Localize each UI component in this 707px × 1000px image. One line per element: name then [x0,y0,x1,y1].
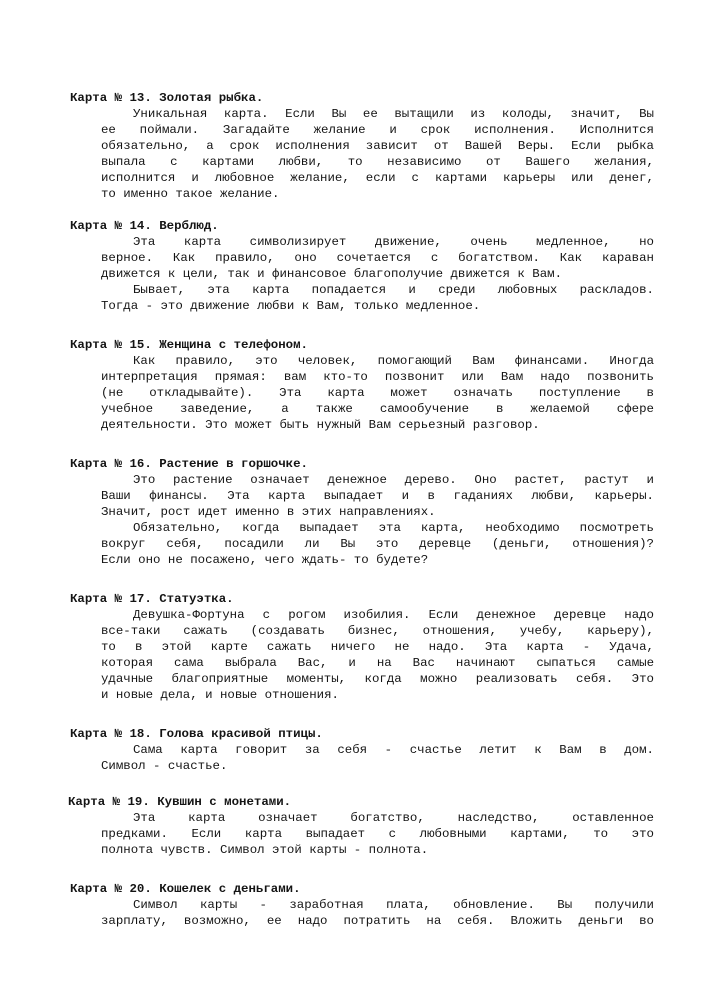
paragraph-line: Если оно не посажено, чего ждать- то будете? [101,553,429,567]
paragraph-line: Это растение означает денежное дерево. Оно растет, растут и [133,473,654,487]
card-heading: Карта № 13. Золотая рыбка. [70,91,264,105]
paragraph-line: Как правило, это человек, помогающий Вам финансами. Иногда [133,354,654,368]
paragraph-line: вокруг себя, посадили ли Вы это деревце (деньги, отношения)? [101,537,654,551]
paragraph-line: выпала с картами любви, то независимо от Вашего желания, [101,155,654,169]
paragraph-line: Обязательно, когда выпадает эта карта, необходимо посмотреть [133,521,654,535]
paragraph-line: ее поймали. Загадайте желание и срок исполнения. Исполнится [101,123,654,137]
paragraph-line: Девушка-Фортуна с рогом изобилия. Если денежное деревце надо [133,608,654,622]
card-heading: Карта № 17. Статуэтка. [70,592,234,606]
paragraph-line: интерпретация прямая: вам кто-то позвонит или Вам надо позвонить [101,370,654,384]
paragraph-line: и новые дела, и новые отношения. [101,688,339,702]
card-heading: Карта № 20. Кошелек с деньгами. [70,882,301,896]
paragraph-line: то в этой карте сажать ничего не надо. Эта карта - Удача, [101,640,654,654]
paragraph-line: Эта карта означает богатство, наследство, оставленное [133,811,654,825]
paragraph-line: Уникальная карта. Если Вы ее вытащили из колоды, значит, Вы [133,107,654,121]
card-heading: Карта № 19. Кувшин с монетами. [68,795,292,809]
paragraph-line: Символ карты - заработная плата, обновление. Вы получили [133,898,654,912]
paragraph-line: Символ - счастье. [101,759,228,773]
paragraph-line: предками. Если карта выпадает с любовными картами, то это [101,827,654,841]
paragraph-line: Ваши финансы. Эта карта выпадает и в гаданиях любви, карьеры. [101,489,654,503]
paragraph-line: деятельности. Это может быть нужный Вам серьезный разговор. [101,418,540,432]
paragraph-line: обязательно, а срок исполнения зависит от Вашей Веры. Если рыбка [101,139,654,153]
card-heading: Карта № 15. Женщина с телефоном. [70,338,308,352]
paragraph-line: верное. Как правило, оно сочетается с богатством. Как караван [101,251,654,265]
paragraph-line: зарплату, возможно, ее надо потратить на себя. Вложить деньги во [101,914,654,928]
paragraph-line: Бывает, эта карта попадается и среди любовных раскладов. [133,283,654,297]
paragraph-line: которая сама выбрала Вас, и на Вас начинают сыпаться самые [101,656,654,670]
paragraph-line: учебное заведение, а также самообучение в желаемой сфере [101,402,654,416]
paragraph-line: Сама карта говорит за себя - счастье летит к Вам в дом. [133,743,654,757]
card-heading: Карта № 14. Верблюд. [70,219,219,233]
card-heading: Карта № 16. Растение в горшочке. [70,457,308,471]
paragraph-line: (не откладывайте). Эта карта может означать поступление в [101,386,654,400]
paragraph-line: исполнится и любовное желание, если с картами карьеры или денег, [101,171,654,185]
paragraph-line: все-таки сажать (создавать бизнес, отношения, учебу, карьеру), [101,624,654,638]
paragraph-line: Эта карта символизирует движение, очень медленное, но [133,235,654,249]
paragraph-line: Значит, рост идет именно в этих направлениях. [101,505,436,519]
card-heading: Карта № 18. Голова красивой птицы. [70,727,323,741]
paragraph-line: полнота чувств. Символ этой карты - полнота. [101,843,429,857]
paragraph-line: движется к цели, так и финансовое благополучие движется к Вам. [101,267,563,281]
paragraph-line: удачные благоприятные моменты, когда можно реализовать себя. Это [101,672,654,686]
paragraph-line: то именно такое желание. [101,187,280,201]
paragraph-line: Тогда - это движение любви к Вам, только медленное. [101,299,481,313]
